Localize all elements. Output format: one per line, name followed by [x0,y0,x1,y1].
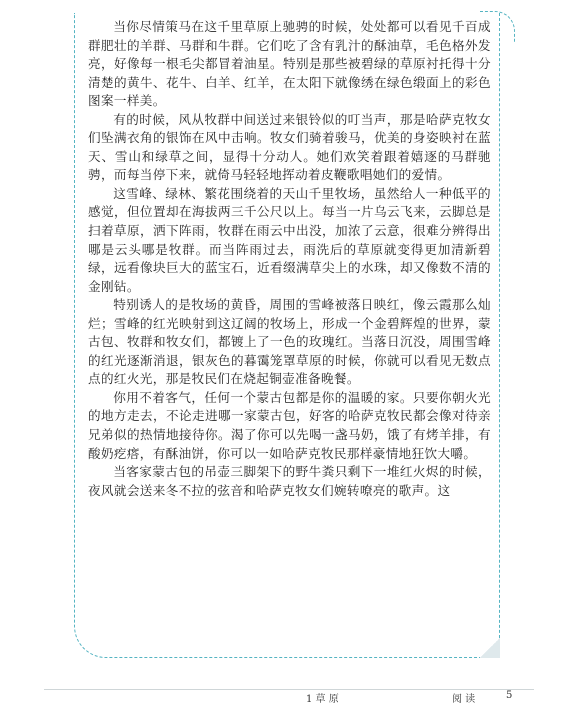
paragraph-1: 当你尽情策马在这千里草原上驰骋的时候，处处都可以看见千百成群肥壮的羊群、马群和牛群。它们吃了含有乳汁的酥油草，毛色格外发亮，好像每一根毛尖都冒着油星。特别是那些被碧绿的草原衬托得十分清楚的黄牛、花牛、白羊、红羊，在太阳下就像绣在绿色缎面上的彩色图案一样美。 [88,19,491,109]
article-body [88,18,491,500]
paragraph-6: 当客家蒙古包的吊壶三脚架下的野牛粪只剩下一堆红火烬的时候，夜风就会送来冬不拉的弦音和哈萨克牧女们婉转嘹亮的歌声。这 [88,464,491,498]
footer-unit-label: 1 草 原 [306,694,339,705]
paragraph-4: 特别诱人的是牧场的黄昏，周围的雪峰被落日映红，像云霞那么灿烂；雪峰的红光映射到这辽阔的牧场上，形成一个金碧辉煌的世界，蒙古包、牧群和牧女们，都镀上了一色的玫瑰红。当落日沉没，周围雪峰的红光逐渐消退，银灰色的暮霭笼罩草原的时候，你就可以看见无数点点的红火光，那是牧民们在烧起铜壶准备晚餐。 [88,297,491,387]
paragraph-3: 这雪峰、绿林、繁花围绕着的天山千里牧场，虽然给人一种低平的感觉，但位置却在海拔两三千公尺以上。每当一片乌云飞来，云脚总是扫着草原，洒下阵雨，牧群在雨云中出没，加浓了云意，很难分辨得出哪是云头哪是牧群。而当阵雨过去，雨洗后的草原就变得更加清新碧绿，远看像块巨大的蓝宝石，近看缀满草尖上的水珠，却又像数不清的金刚钻。 [88,185,491,294]
paragraph-2: 有的时候，风从牧群中间送过来银铃似的叮当声，那是哈萨克牧女们坠满衣角的银饰在风中击响。牧女们骑着骏马，优美的身姿映衬在蓝天、雪山和绿草之间，显得十分动人。她们欢笑着跟着嬉逐的马群驰骋，而每当停下来，就倚马轻轻地挥动着皮鞭歌唱她们的爱情。 [88,111,491,183]
page-fold-corner [480,638,500,658]
footer-section-label: 阅 读 [452,694,476,705]
paragraph-5: 你用不着客气，任何一个蒙古包都是你的温暖的家。只要你朝火光的地方走去，不论走进哪一家蒙古包，好客的哈萨克牧民都会像对待亲兄弟似的热情地接待你。渴了你可以先喝一盏马奶，饿了有烤羊排，有酸奶疙瘩，有酥油饼，你可以一如哈萨克牧民那样豪情地狂饮大嚼。 [88,389,491,461]
page-number: 5 [506,690,513,701]
